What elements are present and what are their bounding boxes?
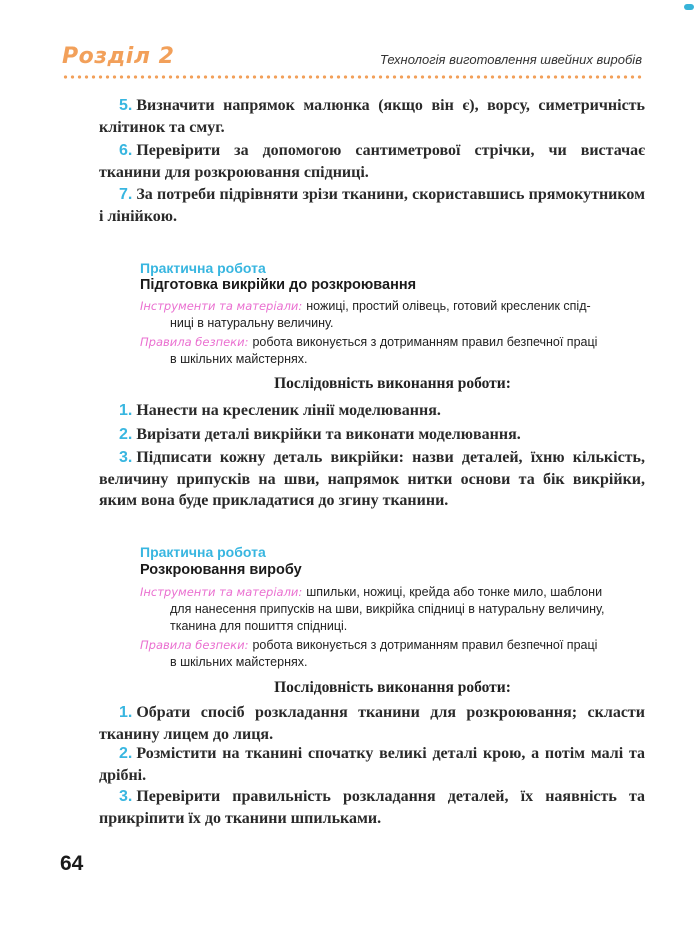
step-number: 5.: [119, 97, 133, 114]
practical-work-title: Підготовка викрійки до розкроювання: [140, 277, 417, 293]
corner-logo-mark: [684, 4, 694, 10]
step-text: Перевірити правильність розкладання деталей, їх наявність та прикріпити їх до тканини шпильками.: [99, 788, 645, 827]
step-text: За потреби підрівняти зрізи тканини, скориставшись прямокутником і лінійкою.: [99, 186, 645, 225]
p1-step-2: [99, 424, 645, 446]
p2-step-3: [99, 786, 645, 829]
sequence-heading: Послідовність виконання роботи:: [274, 679, 511, 696]
section-header: Розділ 2: [62, 44, 175, 69]
p2-step-2: [99, 743, 645, 786]
step-number: 2.: [119, 745, 133, 762]
step-text: Нанести на кресленик лінії моделювання.: [136, 402, 441, 419]
tools-materials: [140, 584, 645, 635]
step-number: 1.: [119, 402, 133, 419]
tools-text: ножиці, простий олівець, готовий кресленик спід-: [306, 299, 591, 313]
step-text: Підписати кожну деталь викрійки: назви деталей, їхню кількість, величину припусків на шви, напрямок нитки основи та бік викрійки, яким вона буде прикладатися до згину тканини.: [99, 449, 645, 509]
step-text: Обрати спосіб розкладання тканини для розкроювання; скласти тканину лицем до лиця.: [99, 704, 645, 743]
tools-text-cont: ниці в натуральну величину.: [170, 316, 334, 330]
safety-text: робота виконується з дотриманням правил безпечної праці: [252, 638, 598, 652]
safety-label: Правила безпеки:: [140, 335, 249, 349]
safety-rules: [140, 637, 645, 671]
tools-materials: [140, 298, 645, 332]
step-text: Вирізати деталі викрійки та виконати моделювання.: [136, 426, 521, 443]
safety-text: робота виконується з дотриманням правил безпечної праці: [252, 335, 598, 349]
step-5: [99, 95, 645, 138]
practical-work-label: Практична робота: [140, 260, 266, 276]
tools-text: шпильки, ножиці, крейда або тонке мило, шаблони: [306, 585, 603, 599]
safety-rules: [140, 334, 645, 368]
safety-text-cont: в шкільних майстернях.: [170, 655, 308, 669]
p1-step-1: [99, 400, 645, 422]
safety-label: Правила безпеки:: [140, 638, 249, 652]
step-text: Визначити напрямок малюнка (якщо він є), ворсу, симетричність клітинок та смуг.: [99, 97, 645, 136]
step-text: Розмістити на тканині спочатку великі деталі крою, а потім малі та дрібні.: [99, 745, 645, 784]
practical-work-label: Практична робота: [140, 544, 266, 560]
step-7: [99, 184, 645, 227]
step-number: 6.: [119, 142, 133, 159]
header-dotted-divider: [62, 75, 644, 79]
step-number: 3.: [119, 788, 133, 805]
p1-step-3: [99, 447, 645, 512]
practical-work-title: Розкроювання виробу: [140, 562, 302, 578]
tools-label: Інструменти та матеріали:: [140, 585, 303, 599]
step-number: 3.: [119, 449, 133, 466]
page-number: 64: [60, 852, 84, 875]
step-number: 1.: [119, 704, 133, 721]
safety-text-cont: в шкільних майстернях.: [170, 352, 308, 366]
step-6: [99, 140, 645, 183]
tools-text-cont: для нанесення припусків на шви, викрійка спідниці в натуральну величину,: [170, 602, 605, 616]
p2-step-1: [99, 702, 645, 745]
tools-text-cont: тканина для пошиття спідниці.: [170, 619, 348, 633]
tools-label: Інструменти та матеріали:: [140, 299, 303, 313]
running-header-title: Технологія виготовлення швейних виробів: [379, 52, 642, 67]
step-number: 2.: [119, 426, 133, 443]
step-text: Перевірити за допомогою сантиметрової стрічки, чи вистачає тканини для розкроювання спідниці.: [99, 142, 645, 181]
sequence-heading: Послідовність виконання роботи:: [274, 375, 511, 392]
step-number: 7.: [119, 186, 133, 203]
